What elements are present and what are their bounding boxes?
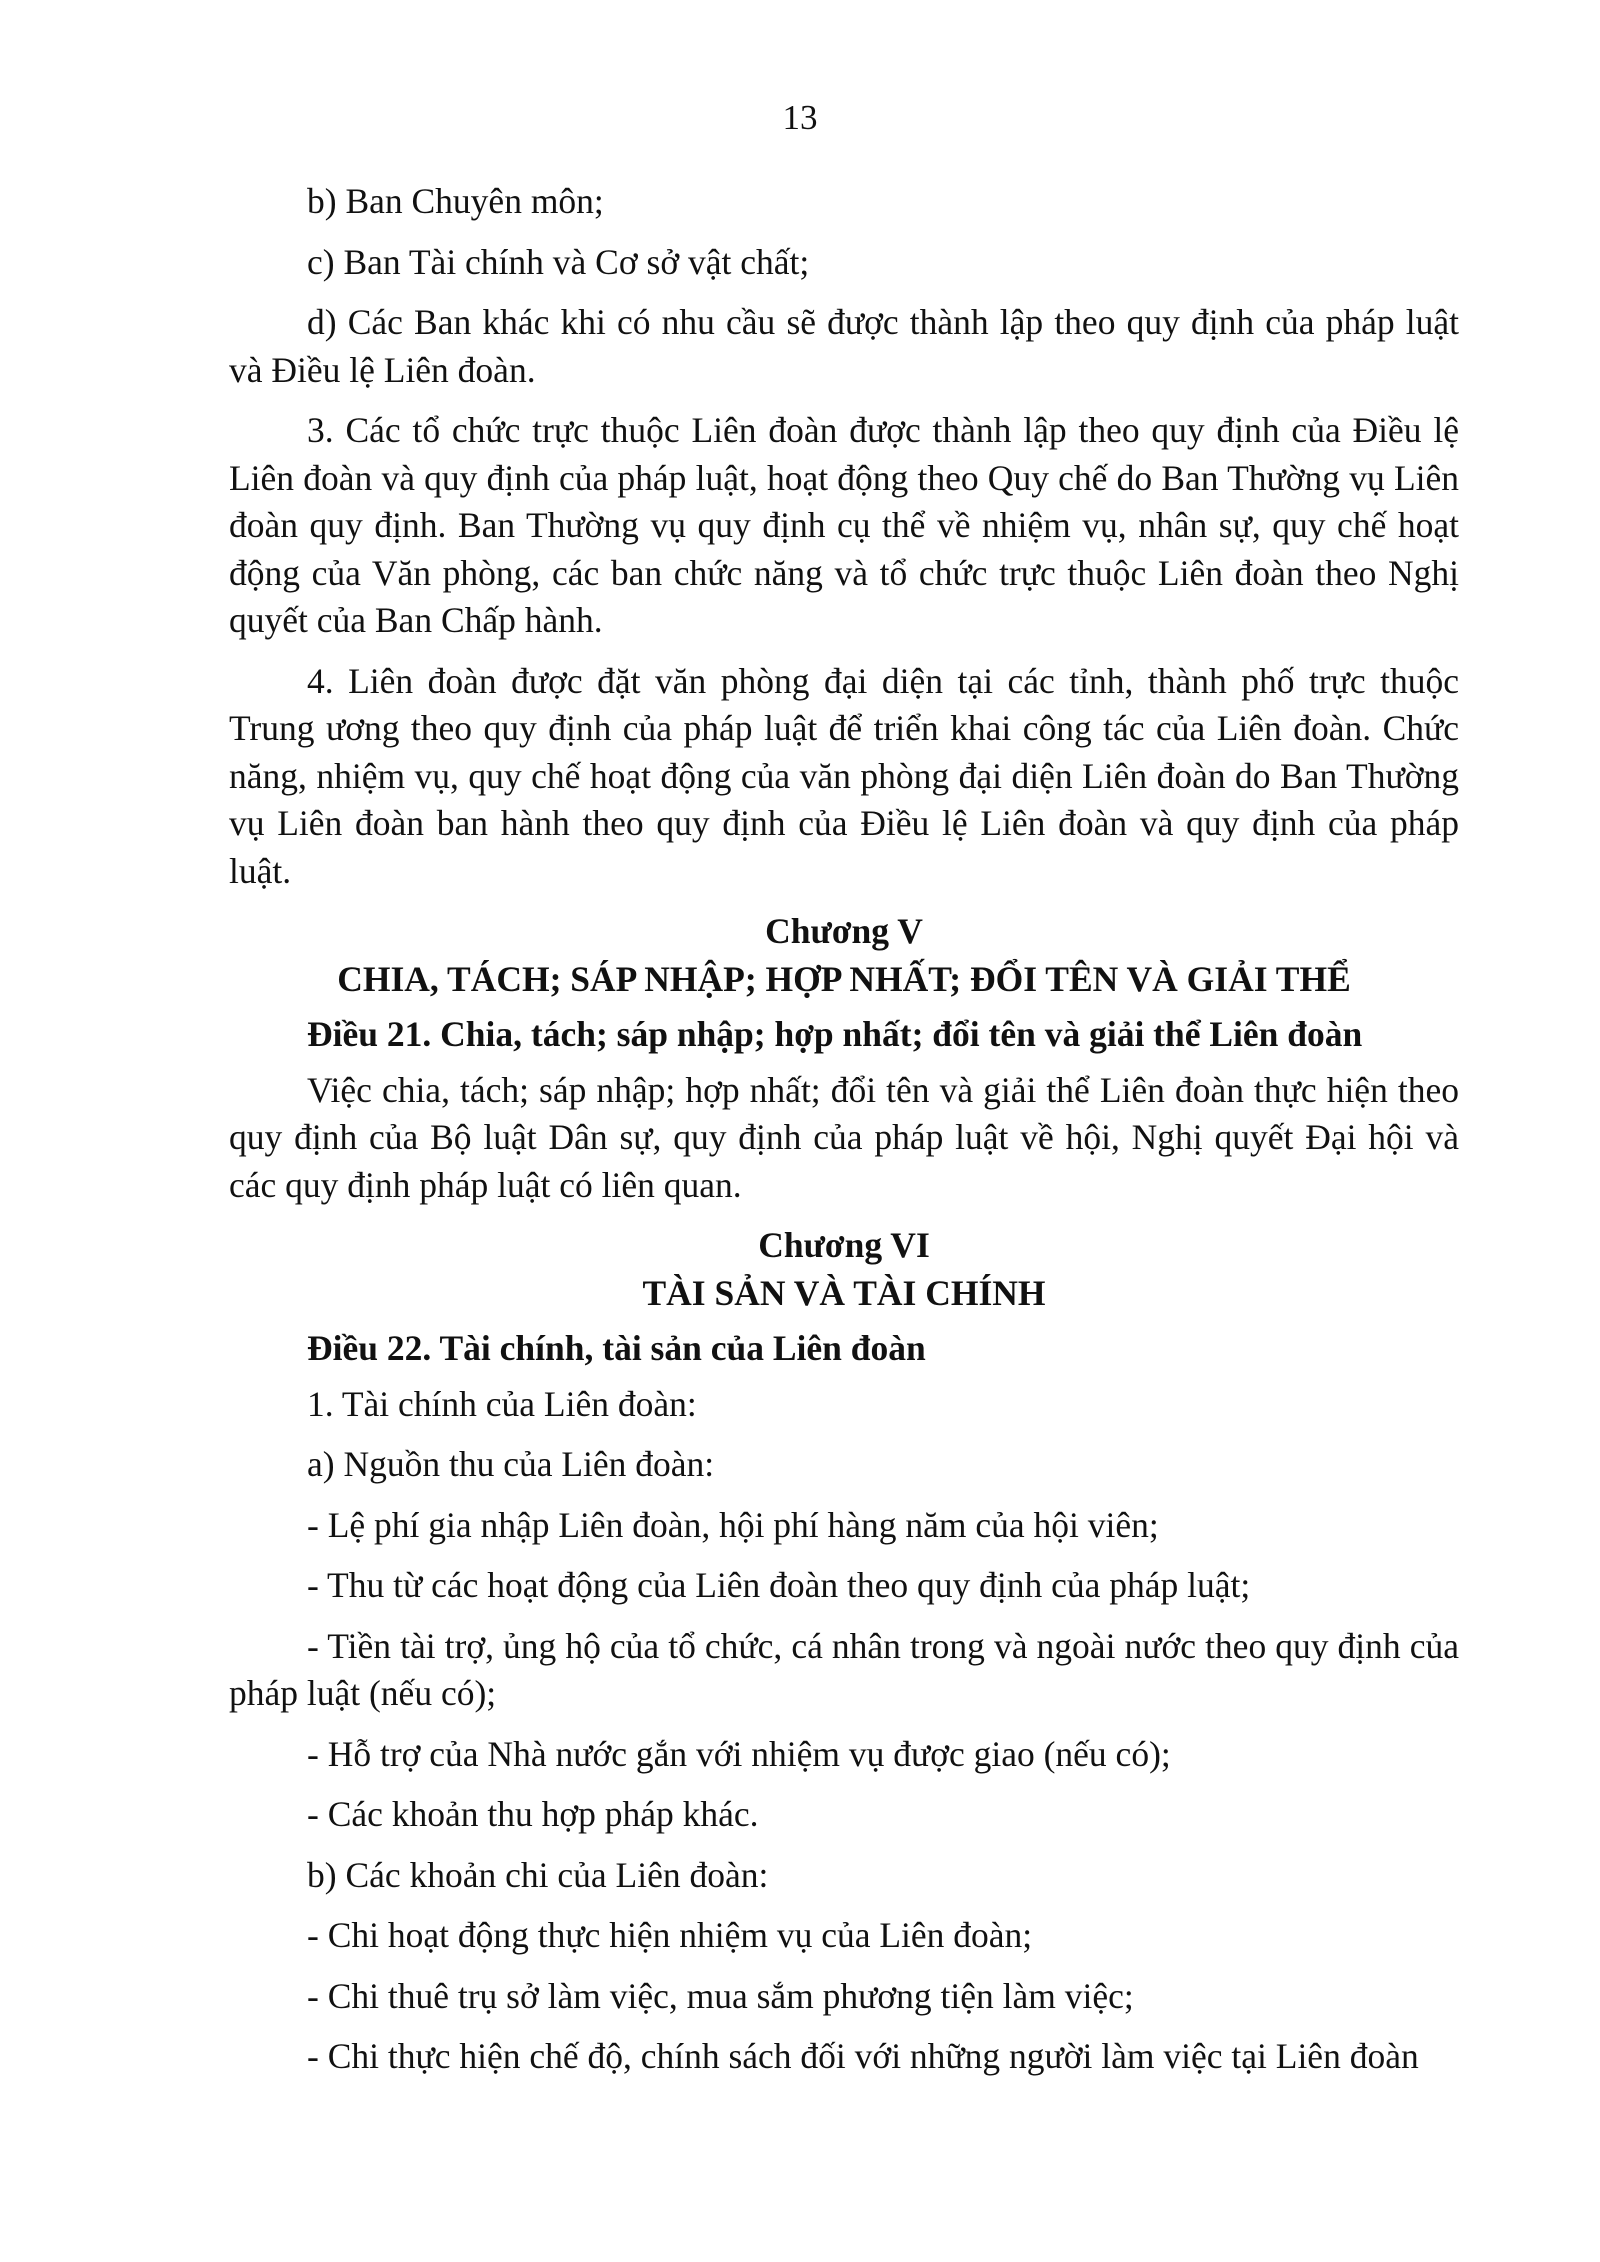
list-item-le-phi: - Lệ phí gia nhập Liên đoàn, hội phí hàng năm của hội viên; bbox=[307, 1504, 1159, 1545]
paragraph-b-khoan-chi: b) Các khoản chi của Liên đoàn: bbox=[307, 1854, 769, 1895]
list-item-thu-hop-phap-khac: - Các khoản thu hợp pháp khác. bbox=[307, 1794, 759, 1834]
chapter-title-vi: TÀI SẢN VÀ TÀI CHÍNH bbox=[642, 1272, 1046, 1313]
list-item-thu-hoat-dong: - Thu từ các hoạt động của Liên đoàn theo quy định của pháp luật; bbox=[307, 1565, 1251, 1605]
paragraph-d-cac-ban-khac: d) Các Ban khác khi có nhu cầu sẽ được thành lập theo quy định của pháp luật và Điều lệ Liên đoàn. bbox=[229, 302, 1459, 390]
paragraph-1-tai-chinh: 1. Tài chính của Liên đoàn: bbox=[307, 1383, 697, 1424]
list-item-tai-tro: - Tiền tài trợ, ủng hộ của tổ chức, cá nhân trong và ngoài nước theo quy định của pháp luật (nếu có); bbox=[229, 1625, 1459, 1713]
article-heading-21: Điều 21. Chia, tách; sáp nhập; hợp nhất; đổi tên và giải thể Liên đoàn bbox=[307, 1014, 1363, 1054]
paragraph-a-nguon-thu: a) Nguồn thu của Liên đoàn: bbox=[307, 1444, 715, 1484]
paragraph-c-ban-tai-chinh: c) Ban Tài chính và Cơ sở vật chất; bbox=[307, 241, 810, 282]
list-item-chi-thue-tru-so: - Chi thuê trụ sở làm việc, mua sắm phương tiện làm việc; bbox=[307, 1975, 1134, 2016]
chapter-heading-v: Chương V bbox=[765, 911, 923, 951]
paragraph-4-van-phong-dai-dien: 4. Liên đoàn được đặt văn phòng đại diện tại các tỉnh, thành phố trực thuộc Trung ương theo quy định của pháp luật để triển khai công tác của Liên đoàn. Chức năng, nhiệm vụ, quy chế hoạt động của văn phòng đại diện Liên đoàn do Ban Thường vụ Liên đoàn ban hành theo quy định của Điều lệ Liên đoàn và quy định của pháp luật. bbox=[229, 660, 1459, 891]
chapter-title-v: CHIA, TÁCH; SÁP NHẬP; HỢP NHẤT; ĐỔI TÊN VÀ GIẢI THỂ bbox=[337, 958, 1351, 999]
page-number: 13 bbox=[782, 98, 818, 137]
document-body bbox=[229, 178, 1459, 2094]
paragraph-3-to-chuc-truc-thuoc: 3. Các tổ chức trực thuộc Liên đoàn được thành lập theo quy định của Điều lệ Liên đoàn và quy định của pháp luật, hoạt động theo Quy chế do Ban Thường vụ Liên đoàn quy định. Ban Thường vụ quy định cụ thể về nhiệm vụ, nhân sự, quy chế hoạt động của Văn phòng, các ban chức năng và tổ chức trực thuộc Liên đoàn theo Nghị quyết của Ban Chấp hành. bbox=[229, 410, 1459, 640]
paragraph-article-21: Việc chia, tách; sáp nhập; hợp nhất; đổi tên và giải thể Liên đoàn thực hiện theo quy định của Bộ luật Dân sự, quy định của pháp luật về hội, Nghị quyết Đại hội và các quy định pháp luật có liên quan. bbox=[229, 1069, 1459, 1205]
list-item-ho-tro-nha-nuoc: - Hỗ trợ của Nhà nước gắn với nhiệm vụ được giao (nếu có); bbox=[307, 1733, 1171, 1774]
chapter-heading-vi: Chương VI bbox=[758, 1225, 930, 1265]
list-item-chi-che-do: - Chi thực hiện chế độ, chính sách đối với những người làm việc tại Liên đoàn bbox=[307, 2036, 1419, 2076]
list-item-chi-hoat-dong: - Chi hoạt động thực hiện nhiệm vụ của Liên đoàn; bbox=[307, 1915, 1033, 1955]
paragraph-b-ban-chuyen-mon: b) Ban Chuyên môn; bbox=[307, 181, 604, 221]
article-heading-22: Điều 22. Tài chính, tài sản của Liên đoàn bbox=[307, 1328, 926, 1368]
